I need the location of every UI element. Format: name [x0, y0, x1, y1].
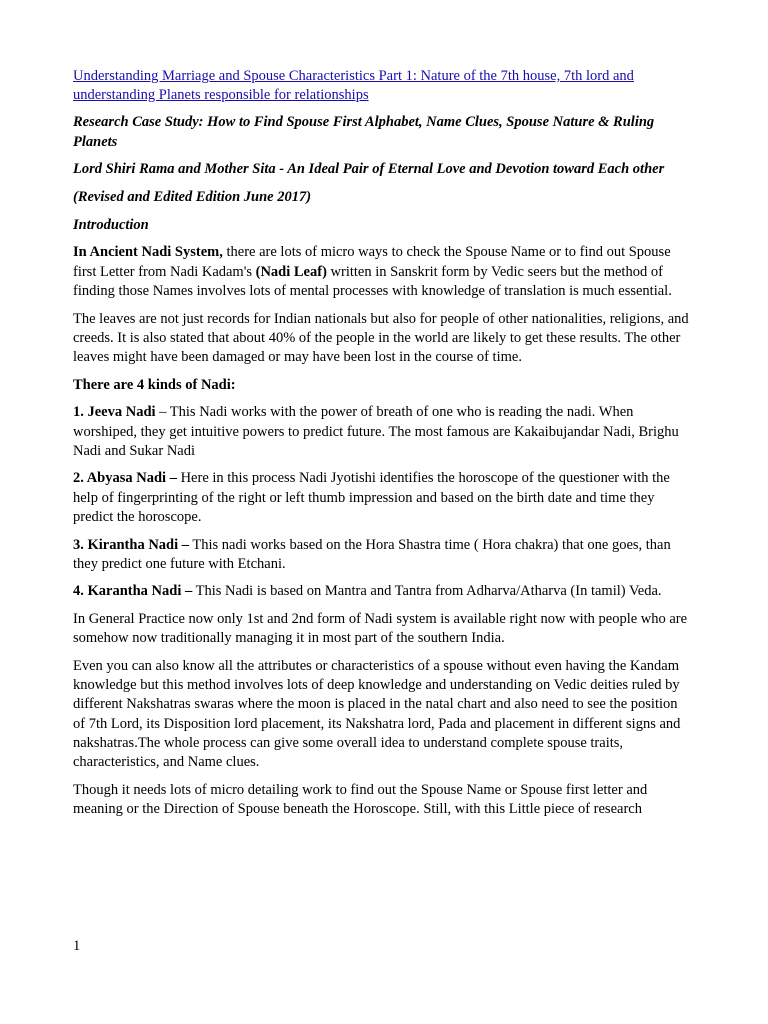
nadi-kind-text: Here in this process Nadi Jyotishi identifies the horoscope of the questioner with the help of fingerprinting of the right or left thumb impression and based on the birth date and time they predict the horoscope. — [73, 470, 670, 525]
nadi-kind-label: 3. Kirantha Nadi – — [73, 536, 190, 553]
intro-bold-lead: In Ancient Nadi System, — [73, 244, 223, 261]
nadi-kind-text: This Nadi is based on Mantra and Tantra from Adharva/Atharva (In tamil) Veda. — [192, 583, 662, 600]
intro-paragraph — [73, 243, 691, 301]
intro-bold-mid: (Nadi Leaf) — [255, 263, 327, 280]
intro-text-1: there are lots of micro ways to check the Spouse Name or to find out Spouse first Letter from Nadi Kadam's — [73, 244, 671, 280]
body-paragraph: Though it needs lots of micro detailing work to find out the Spouse Name or Spouse first letter and meaning or the Direction of Spouse beneath the Horoscope. Still, with this Little piece of research — [73, 781, 648, 817]
title-link[interactable]: Understanding Marriage and Spouse Characteristics Part 1: Nature of the 7th house, 7th lord and understanding Planets responsible for relationships — [73, 68, 634, 104]
case-study-subtitle: Research Case Study: How to Find Spouse First Alphabet, Name Clues, Spouse Nature & Ruling Planets — [73, 114, 655, 150]
nadi-kind-label: 2. Abyasa Nadi – — [73, 470, 177, 487]
document-body — [73, 67, 691, 828]
nadi-kind-text: – This Nadi works with the power of breath of one who is reading the nadi. When worshiped, they get intuitive powers to predict future. The most famous are Kakaibujandar Nadi, Brighu Nadi and Sukar Nadi — [73, 404, 679, 459]
page-number: 1 — [73, 938, 81, 954]
intro-text-2: written in Sanskrit form by Vedic seers but the method of finding those Names involves lots of mental processes with knowledge of translation is much essential. — [73, 263, 672, 299]
nadi-kind-text: This nadi works based on the Hora Shastra time ( Hora chakra) that one goes, than they predict one future with Etchani. — [73, 536, 671, 572]
rama-sita-subtitle: Lord Shiri Rama and Mother Sita - An Ideal Pair of Eternal Love and Devotion toward Each other — [73, 161, 665, 178]
edition-note: (Revised and Edited Edition June 2017) — [73, 189, 312, 206]
nadi-kind-label: 1. Jeeva Nadi — [73, 404, 156, 421]
leaves-paragraph: The leaves are not just records for Indian nationals but also for people of other nationalities, religions, and creeds. It is also stated that about 40% of the people in the world are likely to get these results. The other leaves might have been damaged or may have been lost in the course of time. — [73, 310, 689, 365]
nadi-kind-item — [73, 403, 691, 461]
body-paragraph: Even you can also know all the attributes or characteristics of a spouse without even having the Kandam knowledge but this method involves lots of deep knowledge and understanding on Vedic deities ruled by different Nakshatras swaras where the moon is placed in the natal chart and also need to see the position of 7th Lord, its Disposition lord placement, its Nakshatra lord, Pada and placement in different signs and nakshatras.The whole process can give some overall idea to understand complete spouse traits, characteristics, and Name clues. — [73, 658, 681, 771]
body-paragraph: In General Practice now only 1st and 2nd form of Nadi system is available right now with people who are somehow now traditionally managing it in most part of the southern India. — [73, 611, 688, 647]
kinds-heading — [73, 376, 691, 395]
kinds-heading-text: There are 4 kinds of Nadi: — [73, 376, 236, 393]
nadi-kind-item — [73, 582, 691, 601]
introduction-heading: Introduction — [73, 216, 149, 233]
nadi-kind-item — [73, 469, 691, 527]
nadi-kind-label: 4. Karantha Nadi – — [73, 583, 193, 600]
nadi-kind-item — [73, 536, 691, 574]
